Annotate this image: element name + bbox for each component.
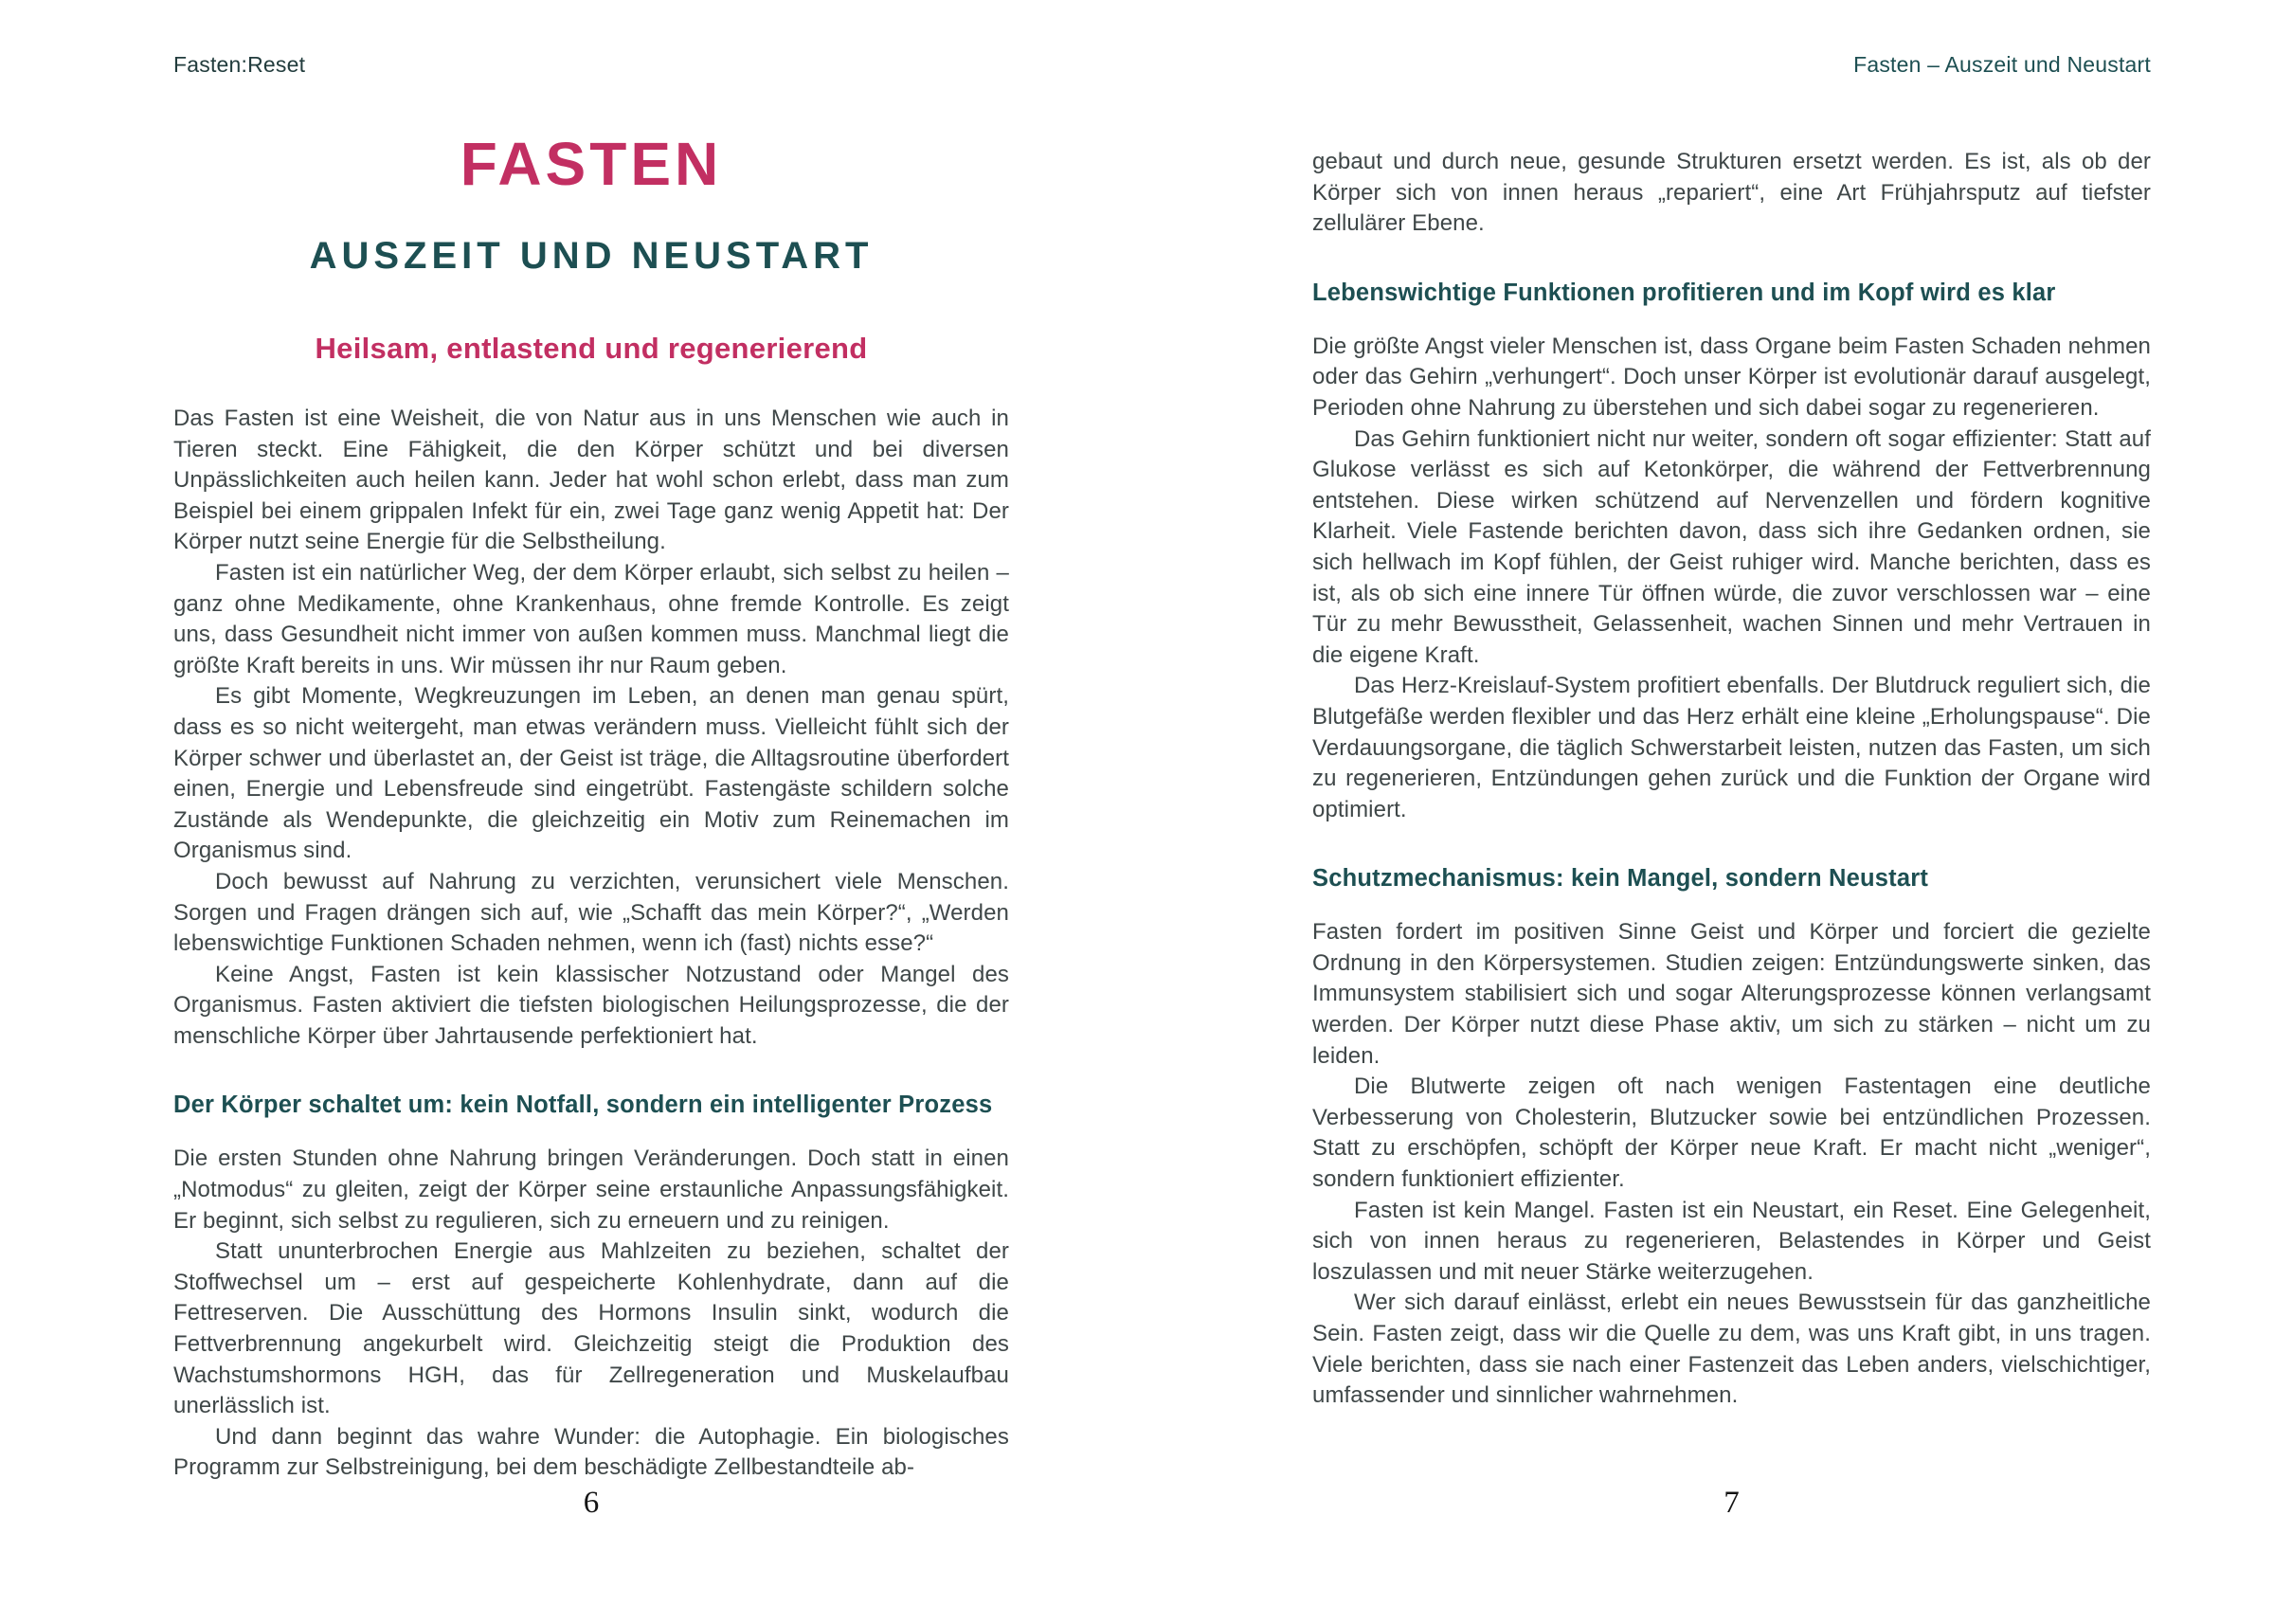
right-page (1312, 0, 2151, 1412)
left-page-body (173, 404, 1009, 1484)
paragraph: Das Fasten ist eine Weisheit, die von Natur aus in uns Menschen wie auch in Tieren steckt. Eine Fähigkeit, die den Körper schützt und bei diversen Unpässlichkeiten auch heilen kann. Jeder hat wohl schon erlebt, dass man zum Beispiel bei einem grippalen Infekt für ein, zwei Tage ganz wenig Appetit hat: Der Körper nutzt seine Energie für die Selbstheilung. (173, 406, 1009, 555)
paragraph: Die größte Angst vieler Menschen ist, dass Organe beim Fasten Schaden nehmen oder das Gehirn „verhungert“. Doch unser Körper ist evolutionär darauf ausgelegt, Perioden ohne Nahrung zu überstehen und sich dabei sogar zu regenerieren. (1312, 333, 2151, 421)
paragraph: Es gibt Momente, Wegkreuzungen im Leben, an denen man genau spürt, dass es so nicht weitergeht, man etwas verändern muss. Vielleicht fühlt sich der Körper schwer und überlastet an, der Geist ist träge, die Alltagsroutine überfordert einen, Energie und Lebensfreude sind eingetrübt. Fastengäste schildern solche Zustände als Wendepunkte, die gleichzeitig ein Motiv zum Reinemachen im Organismus sind. (173, 683, 1009, 864)
running-header-left: Fasten:Reset (173, 52, 306, 77)
paragraph: Fasten fordert im positiven Sinne Geist und Körper und forciert die gezielte Ordnung in den Körpersystemen. Studien zeigen: Entzündungswerte sinken, das Immunsystem stabilisiert sich und sogar Alterungsprozesse können verlangsamt werden. Der Körper nutzt diese Phase aktiv, um sich zu stärken – nicht um zu leiden. (1312, 919, 2151, 1069)
paragraph: Wer sich darauf einlässt, erlebt ein neues Bewusstsein für das ganzheitliche Sein. Fasten zeigt, dass wir die Quelle zu dem, was uns Kraft gibt, in uns tragen. Viele berichten, dass sie nach einer Fastenzeit das Leben anders, vielschichtiger, umfassender und sinnlicher wahrnehmen. (1312, 1290, 2151, 1409)
chapter-tagline: Heilsam, entlastend und regenerierend (315, 332, 868, 365)
paragraph: Die ersten Stunden ohne Nahrung bringen Veränderungen. Doch statt in einen „Notmodus“ zu gleiten, zeigt der Körper seine erstaunliche Anpassungsfähigkeit. Er beginnt, sich selbst zu regulieren, sich zu erneuern und zu reinigen. (173, 1146, 1009, 1234)
paragraph: Das Gehirn funktioniert nicht nur weiter, sondern oft sogar effizienter: Statt auf Glukose verlässt es sich auf Ketonkörper, die während der Fettverbrennung entstehen. Diese wirken schützend auf Nervenzellen und fördern kognitive Klarheit. Viele Fastende berichten davon, dass sich ihre Gedanken ordnen, sie sich hellwach im Kopf fühlen, der Geist ruhiger wird. Manche berichten, dass es ist, als ob sich eine innere Tür öffnen würde, die zuvor verschlossen war – eine Tür zu mehr Bewusstheit, Gelassenheit, wachen Sinnen und mehr Vertrauen in die eigene Kraft. (1312, 425, 2151, 668)
section-heading: Lebenswichtige Funktionen profitieren und im Kopf wird es klar (1312, 279, 2056, 306)
running-header-right: Fasten – Auszeit und Neustart (1853, 52, 2151, 77)
chapter-subtitle: AUSZEIT UND NEUSTART (309, 235, 874, 277)
paragraph: Fasten ist kein Mangel. Fasten ist ein Neustart, ein Reset. Eine Gelegenheit, sich von innen heraus zu regenerieren, Belastendes in Körper und Geist loszulassen und mit neuer Stärke weiterzugehen. (1312, 1197, 2151, 1285)
paragraph: Fasten ist ein natürlicher Weg, der dem Körper erlaubt, sich selbst zu heilen – ganz ohne Medikamente, ohne Krankenhaus, ohne fremde Kontrolle. Es zeigt uns, dass Gesundheit nicht immer von außen kommen muss. Manchmal liegt die größte Kraft bereits in uns. Wir müssen ihr nur Raum geben. (173, 559, 1009, 678)
left-page (173, 0, 1009, 1484)
paragraph: Die Blutwerte zeigen oft nach wenigen Fastentagen eine deutliche Verbesserung von Cholesterin, Blutzucker sowie bei entzündlichen Prozessen. Statt zu erschöpfen, schöpft der Körper neue Kraft. Er macht nicht „weniger“, sondern funktioniert effizienter. (1312, 1074, 2151, 1193)
right-page-body (1312, 147, 2151, 1412)
paragraph: gebaut und durch neue, gesunde Strukturen ersetzt werden. Es ist, als ob der Körper sich von innen heraus „repariert“, eine Art Frühjahrsputz auf tiefster zellulärer Ebene. (1312, 149, 2151, 237)
paragraph: Statt ununterbrochen Energie aus Mahlzeiten zu beziehen, schaltet der Stoffwechsel um – erst auf gespeicherte Kohlenhydrate, dann auf die Fettreserven. Die Ausschüttung des Hormons Insulin sinkt, wodurch die Fettverbrennung angekurbelt wird. Gleichzeitig steigt die Produktion des Wachstumshormons HGH, das für Zellregeneration und Muskelaufbau unerlässlich ist. (173, 1238, 1009, 1419)
page-number-left: 6 (583, 1486, 600, 1520)
paragraph: Das Herz-Kreislauf-System profitiert ebenfalls. Der Blutdruck reguliert sich, die Blutgefäße werden flexibler und das Herz erhält eine kleine „Erholungspause“. Die Verdauungsorgane, die täglich Schwerstarbeit leisten, nutzen das Fasten, um sich zu regenerieren, Entzündungen gehen zurück und die Funktion der Organe wird optimiert. (1312, 673, 2151, 822)
section-heading: Schutzmechanismus: kein Mangel, sondern Neustart (1312, 865, 1929, 893)
section-heading: Der Körper schaltet um: kein Notfall, sondern ein intelligenter Prozess (173, 1092, 993, 1119)
page-number-right: 7 (1724, 1486, 1740, 1520)
paragraph: Keine Angst, Fasten ist kein klassischer Notzustand oder Mangel des Organismus. Fasten aktiviert die tiefsten biologischen Heilungsprozesse, die der menschliche Körper über Jahrtausende perfektioniert hat. (173, 961, 1009, 1049)
paragraph: Und dann beginnt das wahre Wunder: die Autophagie. Ein biologisches Programm zur Selbstreinigung, bei dem beschädigte Zellbestandteile ab- (173, 1423, 1009, 1481)
paragraph: Doch bewusst auf Nahrung zu verzichten, verunsichert viele Menschen. Sorgen und Fragen drängen sich auf, wie „Schafft das mein Körper?“, „Werden lebenswichtige Funktionen Schaden nehmen, wenn ich (fast) nichts esse?“ (173, 868, 1009, 957)
chapter-title: FASTEN (460, 130, 723, 198)
